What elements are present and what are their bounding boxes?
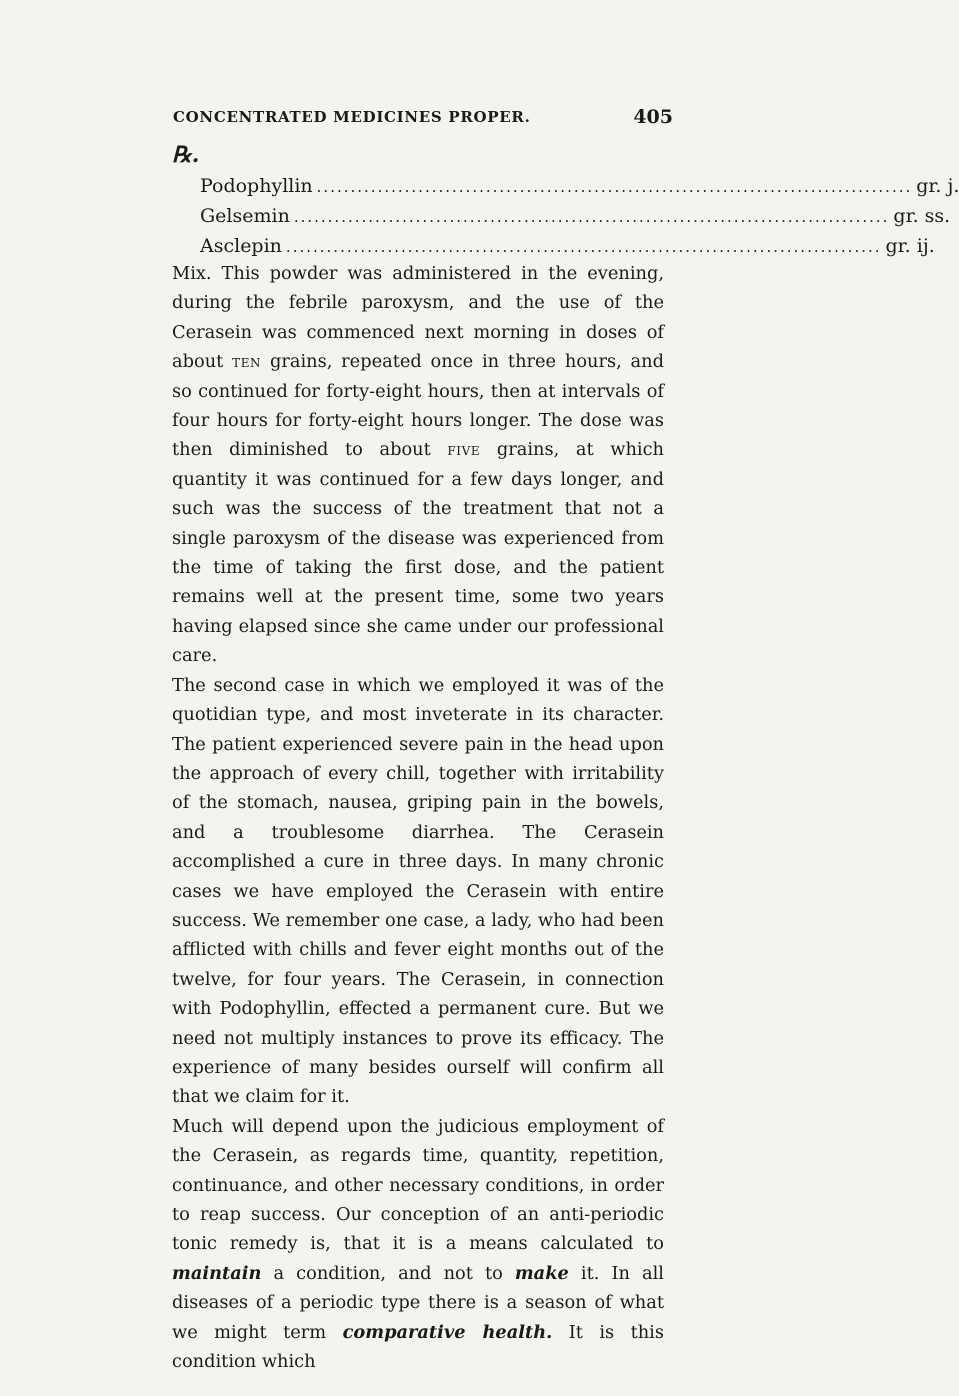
text-run: It is this condition which [172,1321,664,1373]
text-run: Mix. This powder was administered in the evening, during the febrile paroxysm, and the use of the Cerasein was commenced next morning in doses of about [172,263,664,373]
drug-name: Podophyllin [200,175,313,197]
drug-dose: gr. j. [916,175,959,197]
paragraph-3 [172,1112,664,1377]
dot-leader: ........................................................................................ [293,208,890,226]
drug-dose: gr. ss. [893,205,951,227]
dot-leader: ........................................................................................ [285,238,882,256]
text-run: grains, repeated once in three hours, and so continued for forty-eight hours, then at intervals of four hours for forty-eight hours longer. The dose was then diminished to about [172,351,664,461]
text-run: a condition, and not to [261,1262,515,1284]
drug-name: Asclepin [200,235,282,257]
text-run-emphasis: make [514,1262,569,1284]
text-run: grains, at which quantity it was continued for a few days longer, and such was the success of the treatment that not a single paroxysm of the disease was experienced from the time of taking the first dose, and the patient remains well at the present time, some two years having elapsed since she came under our professional care. [172,439,664,667]
recipe-symbol: ℞. [172,142,200,168]
paragraph-2: The second case in which we employed it was of the quotidian type, and most inveterate in its character. The patient experienced severe pain in the head upon the approach of every chill, together with irritability of the stomach, nausea, griping pain in the bowels, and a troublesome diarrhea. The Cerasein accomplished a cure in three days. In many chronic cases we have employed the Cerasein with entire success. We remember one case, a lady, who had been afflicted with chills and fever eight months out of the twelve, for four years. The Cerasein, in connection with Podophyllin, effected a permanent cure. But we need not multiply instances to prove its efficacy. The experience of many besides ourself will confirm all that we claim for it. [172,674,664,1108]
prescription-item [200,231,935,261]
body-text [172,259,664,1376]
drug-name: Gelsemin [200,205,290,227]
text-run-emphasis: comparative health. [342,1321,553,1343]
prescription-item [200,171,959,201]
dot-leader: ........................................................................................ [316,178,913,196]
running-title: CONCENTRATED MEDICINES PROPER. [173,108,531,126]
text-run-emphasis: maintain [172,1262,262,1284]
prescription-list [200,171,959,261]
text-run-smallcaps: five [447,439,481,461]
paragraph-1 [172,259,664,671]
drug-dose: gr. ij. [885,235,935,257]
text-run-smallcaps: ten [232,351,262,373]
text-run: Much will depend upon the judicious employment of the Cerasein, as regards time, quantity, repetition, continuance, and other necessary conditions, in order to reap success. Our conception of an anti-periodic tonic remedy is, that it is a means calculated to [172,1115,664,1255]
page-number: 405 [633,106,673,128]
prescription-item [200,201,951,231]
text-run: it. In all diseases of a periodic type there is a season of what we might term [172,1262,664,1343]
page-header [173,100,673,134]
